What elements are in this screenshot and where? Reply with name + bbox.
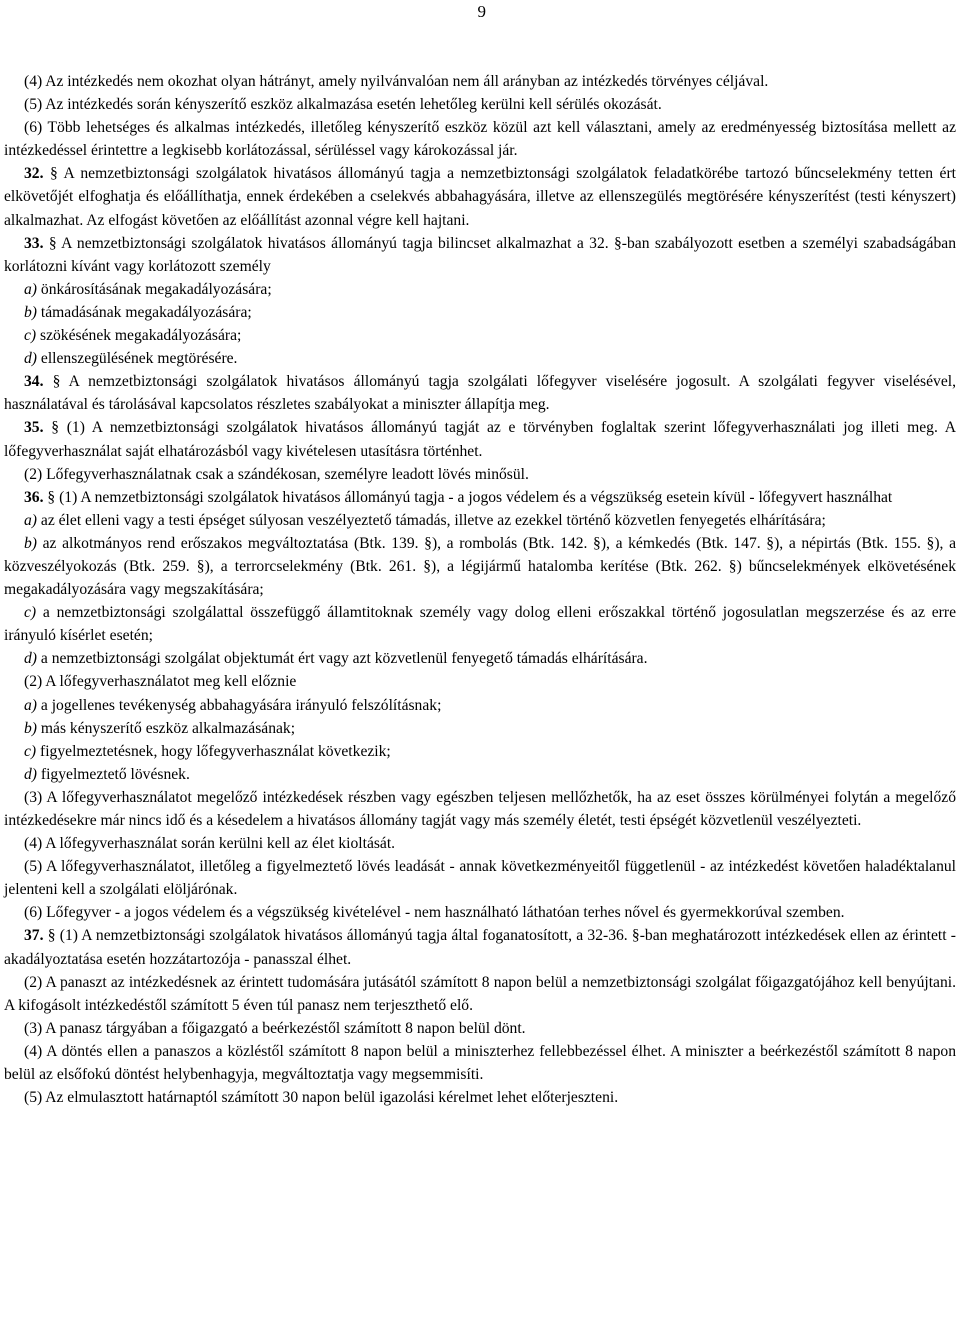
list-item	[4, 763, 956, 786]
section-number: 37.	[24, 927, 44, 945]
page-number: 9	[477, 2, 486, 21]
paragraph-text: (4) A lőfegyverhasználat során kerülni kell az élet kioltását.	[24, 835, 396, 853]
section-number: 34.	[24, 373, 44, 391]
paragraph	[4, 855, 956, 901]
paragraph-text: (3) A lőfegyverhasználatot megelőző intézkedések részben vagy egészben teljesen mellőzhetők, ha az eset összes körülményei folytán a megelőző intézkedésekre már nincs idő és a késedelem a hivatásos állomány tagját vagy más személy életét, testi épségét közvetlenül veszélyezteti.	[4, 788, 956, 829]
list-label: a)	[24, 511, 37, 529]
paragraph-text: (3) A panasz tárgyában a főigazgató a beérkezéstől számított 8 napon belül dönt.	[24, 1019, 526, 1037]
paragraph-text: a jogellenes tevékenység abbahagyására irányuló felszólításnak;	[37, 696, 442, 714]
list-item	[4, 532, 956, 601]
document-body	[4, 70, 956, 1109]
list-label: d)	[24, 650, 37, 668]
paragraph	[4, 463, 956, 486]
section-paragraph	[4, 232, 956, 278]
paragraph	[4, 832, 956, 855]
section-paragraph	[4, 486, 956, 509]
paragraph	[4, 93, 956, 116]
list-label: c)	[24, 604, 37, 622]
paragraph-text: § (1) A nemzetbiztonsági szolgálatok hivatásos állományú tagja - a jogos védelem és a végszükség esetein kívül - lőfegyvert használhat	[43, 488, 893, 506]
paragraph-text: (2) Lőfegyverhasználatnak csak a szándékosan, személyre leadott lövés minősül.	[24, 465, 529, 483]
list-item	[4, 509, 956, 532]
paragraph-text: az alkotmányos rend erőszakos megváltoztatása (Btk. 139. §), a rombolás (Btk. 142. §), a kémkedés (Btk. 147. §), a népirtás (Btk. 155. §), a közveszélyokozás (Btk. 259. §), a terrorcselekmény (Btk. 261. §), a légijármű hatalomba kerítése (Btk. 262. §) bűncselekmények elkövetésének megakadályozására vagy megszakítására;	[4, 534, 956, 599]
list-item	[4, 278, 956, 301]
list-item	[4, 347, 956, 370]
paragraph	[4, 1040, 956, 1086]
paragraph-text: (2) A panaszt az intézkedésnek az érintett tudomására jutásától számított 8 napon belül a nemzetbiztonsági szolgálat főigazgatójához kell benyújtani. A kifogásolt intézkedéstől számított 5 éven túl panasz nem terjeszthető elő.	[4, 973, 956, 1014]
paragraph-text: § A nemzetbiztonsági szolgálatok hivatásos állományú tagja bilincset alkalmazhat a 32. §-ban szabályozott esetben a személyi szabadságában korlátozni kívánt vagy korlátozott személy	[4, 234, 956, 275]
paragraph-text: önkárosításának megakadályozására;	[37, 280, 272, 298]
paragraph-text: (5) A lőfegyverhasználatot, illetőleg a figyelmeztető lövés leadását - annak következményeitől függetlenül - az intézkedést követően haladéktalanul jelenteni kell a szolgálati elöljárónak.	[4, 858, 956, 899]
paragraph-text: (6) Több lehetséges és alkalmas intézkedés, illetőleg kényszerítő eszköz közül azt kell választani, amely az eredményesség biztosítása mellett az intézkedéssel érintettre a legkisebb korlátozással, sérüléssel vagy károkozással jár.	[4, 119, 956, 160]
list-item	[4, 647, 956, 670]
paragraph-text: figyelmeztető lövésnek.	[37, 765, 190, 783]
paragraph-text: § (1) A nemzetbiztonsági szolgálatok hivatásos állományú tagját az e törvényben foglaltak szerint lőfegyverhasználati jog illeti meg. A lőfegyverhasználat saját elhatározásból vagy kivételesen utasításra történhet.	[4, 419, 956, 460]
list-label: c)	[24, 742, 37, 760]
section-paragraph	[4, 416, 956, 462]
list-label: d)	[24, 350, 37, 368]
paragraph-text: § (1) A nemzetbiztonsági szolgálatok hivatásos állományú tagja által foganatosított, a 32-36. §-ban meghatározott intézkedések ellen az érintett - akadályoztatása esetén hozzátartozója - panasszal élhet.	[4, 927, 956, 968]
paragraph	[4, 971, 956, 1017]
paragraph	[4, 70, 956, 93]
list-item	[4, 694, 956, 717]
paragraph-text: (6) Lőfegyver - a jogos védelem és a végszükség kivételével - nem használható láthatóan terhes nővel és gyermekkorúval szemben.	[24, 904, 845, 922]
paragraph-text: figyelmeztetésnek, hogy lőfegyverhasználat következik;	[36, 742, 391, 760]
list-item	[4, 601, 956, 647]
list-label: a)	[24, 280, 37, 298]
paragraph-text: (5) Az intézkedés során kényszerítő eszköz alkalmazása esetén lehetőleg kerülni kell sérülés okozását.	[24, 96, 662, 114]
list-item	[4, 301, 956, 324]
paragraph	[4, 670, 956, 693]
paragraph-text: támadásának megakadályozására;	[37, 303, 252, 321]
list-label: d)	[24, 765, 37, 783]
paragraph-text: szökésének megakadályozására;	[36, 327, 242, 345]
section-number: 33.	[24, 234, 44, 252]
section-number: 36.	[24, 488, 44, 506]
paragraph	[4, 1017, 956, 1040]
list-item	[4, 717, 956, 740]
paragraph	[4, 786, 956, 832]
paragraph-text: (2) A lőfegyverhasználatot meg kell előznie	[24, 673, 297, 691]
list-label: c)	[24, 327, 37, 345]
paragraph-text: (4) Az intézkedés nem okozhat olyan hátrányt, amely nyilvánvalóan nem áll arányban az intézkedés törvényes céljával.	[24, 73, 769, 90]
paragraph-text: (4) A döntés ellen a panaszos a közléstől számított 8 napon belül a miniszterhez fellebbezéssel élhet. A miniszter a beérkezéstől számított 8 napon belül az elsőfokú döntést helybenhagyja, megváltoztatja vagy megsemmisíti.	[4, 1042, 956, 1084]
list-label: b)	[24, 534, 37, 552]
section-paragraph	[4, 162, 956, 231]
paragraph-text: § A nemzetbiztonsági szolgálatok hivatásos állományú tagja szolgálati lőfegyver viselésére jogosult. A szolgálati fegyver viselésével, használatával és tárolásával kapcsolatos részletes szabályokat a miniszter állapítja meg.	[4, 373, 956, 414]
section-paragraph	[4, 924, 956, 970]
paragraph-text: az élet elleni vagy a testi épséget súlyosan veszélyeztető támadás, illetve az ezekkel történő közvetlen fenyegetés elhárítására;	[37, 511, 826, 529]
list-label: b)	[24, 719, 37, 737]
list-label: a)	[24, 696, 37, 714]
paragraph	[4, 901, 956, 924]
list-label: b)	[24, 303, 37, 321]
section-paragraph	[4, 370, 956, 416]
list-item	[4, 324, 956, 347]
paragraph	[4, 116, 956, 162]
paragraph-text: más kényszerítő eszköz alkalmazásának;	[37, 719, 296, 737]
paragraph-text: ellenszegülésének megtörésére.	[37, 350, 238, 368]
paragraph-text: a nemzetbiztonsági szolgálat objektumát ért vagy azt közvetlenül fenyegető támadás elhárítására.	[37, 650, 648, 668]
paragraph	[4, 1086, 956, 1109]
paragraph-text: § A nemzetbiztonsági szolgálatok hivatásos állományú tagja a nemzetbiztonsági szolgálatok feladatkörébe tartozó bűncselekmény tetten ért elkövetőjét elfoghatja és előállíthatja, ennek érdekében a cselekvés abbahagyására, illetve az ellenszegülés megtörésére kényszerítést (testi kényszert) alkalmazhat. Az elfogást követően az előállítást azonnal végre kell hajtani.	[4, 165, 956, 229]
list-item	[4, 740, 956, 763]
paragraph-text: a nemzetbiztonsági szolgálattal összefüggő államtitoknak személy vagy dolog elleni erőszakkal történő jogosulatlan megszerzése és az erre irányuló kísérlet esetén;	[4, 604, 956, 645]
paragraph-text: (5) Az elmulasztott határnaptól számított 30 napon belül igazolási kérelmet lehet előterjeszteni.	[24, 1089, 619, 1107]
section-number: 32.	[24, 165, 44, 183]
section-number: 35.	[24, 419, 44, 437]
